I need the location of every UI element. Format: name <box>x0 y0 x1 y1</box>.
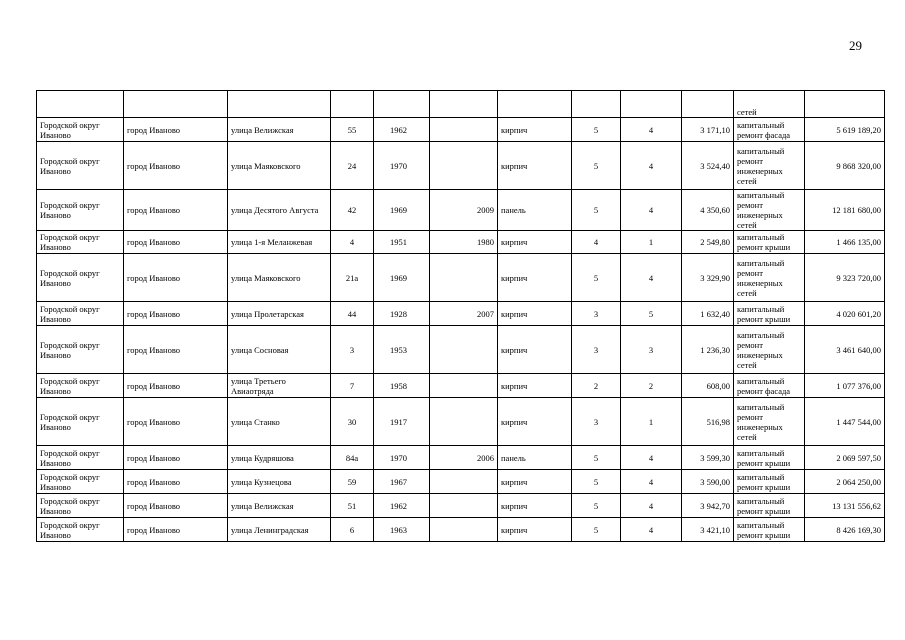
cell-work: капитальный ремонт крыши <box>734 518 805 542</box>
cell-cost: 8 426 169,30 <box>805 518 885 542</box>
cell-built: 1928 <box>374 302 430 326</box>
cell-district: Городской округ Иваново <box>37 398 124 446</box>
cell-floors: 2 <box>572 374 621 398</box>
cell-work: капитальный ремонт инженерных сетей <box>734 326 805 374</box>
cell-reconstructed <box>430 470 498 494</box>
cell-cost: 1 077 376,00 <box>805 374 885 398</box>
cell-street: улица 1-я Меланжевая <box>228 231 331 254</box>
table-row <box>37 302 885 326</box>
cell-house <box>331 91 374 118</box>
cell-reconstructed <box>430 142 498 190</box>
cell-entrances: 5 <box>621 302 682 326</box>
cell-street: улица Сосновая <box>228 326 331 374</box>
table-row <box>37 254 885 302</box>
cell-work: капитальный ремонт инженерных сетей <box>734 190 805 231</box>
cell-district: Городской округ Иваново <box>37 231 124 254</box>
cell-cost: 1 447 544,00 <box>805 398 885 446</box>
table-row <box>37 398 885 446</box>
cell-material: кирпич <box>498 254 572 302</box>
cell-entrances: 2 <box>621 374 682 398</box>
cell-floors: 5 <box>572 190 621 231</box>
cell-city: город Иваново <box>124 494 228 518</box>
table-body <box>37 91 885 542</box>
cell-district: Городской округ Иваново <box>37 470 124 494</box>
cell-city: город Иваново <box>124 326 228 374</box>
page-number: 29 <box>849 38 862 53</box>
cell-street: улица Десятого Августа <box>228 190 331 231</box>
cell-material: кирпич <box>498 326 572 374</box>
table-row <box>37 518 885 542</box>
cell-material: кирпич <box>498 231 572 254</box>
cell-city: город Иваново <box>124 190 228 231</box>
cell-area: 1 632,40 <box>682 302 734 326</box>
cell-city: город Иваново <box>124 142 228 190</box>
cell-material: кирпич <box>498 118 572 142</box>
cell-entrances: 4 <box>621 118 682 142</box>
cell-cost: 12 181 680,00 <box>805 190 885 231</box>
cell-reconstructed <box>430 118 498 142</box>
cell-floors: 5 <box>572 470 621 494</box>
cell-area: 2 549,80 <box>682 231 734 254</box>
cell-entrances: 4 <box>621 494 682 518</box>
cell-built: 1962 <box>374 118 430 142</box>
cell-material: панель <box>498 446 572 470</box>
cell-area: 3 421,10 <box>682 518 734 542</box>
cell-work: капитальный ремонт фасада <box>734 374 805 398</box>
cell-cost: 1 466 135,00 <box>805 231 885 254</box>
cell-material: кирпич <box>498 494 572 518</box>
cell-cost: 9 323 720,00 <box>805 254 885 302</box>
cell-entrances <box>621 91 682 118</box>
cell-cost: 2 064 250,00 <box>805 470 885 494</box>
cell-built: 1951 <box>374 231 430 254</box>
cell-work: капитальный ремонт инженерных сетей <box>734 142 805 190</box>
table-row <box>37 190 885 231</box>
cell-built <box>374 91 430 118</box>
cell-work: капитальный ремонт фасада <box>734 118 805 142</box>
cell-reconstructed: 2007 <box>430 302 498 326</box>
cell-material: кирпич <box>498 302 572 326</box>
cell-house: 21а <box>331 254 374 302</box>
cell-street: улица Велижская <box>228 494 331 518</box>
cell-built: 1962 <box>374 494 430 518</box>
cell-cost: 13 131 556,62 <box>805 494 885 518</box>
cell-district: Городской округ Иваново <box>37 142 124 190</box>
cell-reconstructed <box>430 374 498 398</box>
cell-material: кирпич <box>498 142 572 190</box>
cell-district: Городской округ Иваново <box>37 326 124 374</box>
cell-house: 51 <box>331 494 374 518</box>
cell-city: город Иваново <box>124 302 228 326</box>
table-row <box>37 374 885 398</box>
cell-built: 1958 <box>374 374 430 398</box>
cell-house: 59 <box>331 470 374 494</box>
cell-house: 84а <box>331 446 374 470</box>
cell-entrances: 4 <box>621 254 682 302</box>
cell-city: город Иваново <box>124 374 228 398</box>
cell-floors: 5 <box>572 254 621 302</box>
cell-district: Городской округ Иваново <box>37 302 124 326</box>
cell-house: 42 <box>331 190 374 231</box>
cell-district: Городской округ Иваново <box>37 518 124 542</box>
cell-floors: 5 <box>572 518 621 542</box>
cell-area: 608,00 <box>682 374 734 398</box>
cell-reconstructed <box>430 91 498 118</box>
cell-cost: 4 020 601,20 <box>805 302 885 326</box>
cell-work: капитальный ремонт инженерных сетей <box>734 398 805 446</box>
cell-reconstructed <box>430 398 498 446</box>
cell-entrances: 4 <box>621 190 682 231</box>
cell-material: кирпич <box>498 518 572 542</box>
cell-entrances: 4 <box>621 470 682 494</box>
cell-floors: 4 <box>572 231 621 254</box>
cell-city: город Иваново <box>124 446 228 470</box>
cell-entrances: 3 <box>621 326 682 374</box>
cell-area: 3 524,40 <box>682 142 734 190</box>
cell-entrances: 4 <box>621 142 682 190</box>
cell-work: капитальный ремонт крыши <box>734 494 805 518</box>
cell-area: 3 329,90 <box>682 254 734 302</box>
cell-cost <box>805 91 885 118</box>
cell-reconstructed: 2009 <box>430 190 498 231</box>
cell-work: капитальный ремонт крыши <box>734 446 805 470</box>
cell-material: кирпич <box>498 374 572 398</box>
cell-city <box>124 91 228 118</box>
table-row <box>37 231 885 254</box>
cell-material: кирпич <box>498 470 572 494</box>
cell-house: 55 <box>331 118 374 142</box>
cell-area: 3 599,30 <box>682 446 734 470</box>
cell-street: улица Ленинградская <box>228 518 331 542</box>
cell-floors: 5 <box>572 494 621 518</box>
cell-material: панель <box>498 190 572 231</box>
cell-floors: 5 <box>572 142 621 190</box>
cell-built: 1969 <box>374 254 430 302</box>
cell-area: 516,98 <box>682 398 734 446</box>
cell-city: город Иваново <box>124 118 228 142</box>
cell-area: 3 942,70 <box>682 494 734 518</box>
cell-built: 1970 <box>374 446 430 470</box>
cell-reconstructed <box>430 254 498 302</box>
cell-entrances: 4 <box>621 518 682 542</box>
table-row <box>37 118 885 142</box>
cell-entrances: 4 <box>621 446 682 470</box>
cell-floors: 5 <box>572 118 621 142</box>
table-row <box>37 470 885 494</box>
cell-reconstructed <box>430 518 498 542</box>
cell-house: 24 <box>331 142 374 190</box>
cell-district: Городской округ Иваново <box>37 118 124 142</box>
cell-built: 1953 <box>374 326 430 374</box>
cell-floors: 3 <box>572 302 621 326</box>
cell-reconstructed <box>430 494 498 518</box>
cell-cost: 2 069 597,50 <box>805 446 885 470</box>
cell-street: улица Станко <box>228 398 331 446</box>
cell-cost: 9 868 320,00 <box>805 142 885 190</box>
table-row <box>37 326 885 374</box>
cell-street: улица Кудряшова <box>228 446 331 470</box>
cell-reconstructed: 1980 <box>430 231 498 254</box>
cell-house: 3 <box>331 326 374 374</box>
cell-cost: 3 461 640,00 <box>805 326 885 374</box>
cell-built: 1963 <box>374 518 430 542</box>
cell-street: улица Маяковского <box>228 254 331 302</box>
cell-city: город Иваново <box>124 470 228 494</box>
cell-district <box>37 91 124 118</box>
cell-work: капитальный ремонт крыши <box>734 470 805 494</box>
cell-built: 1970 <box>374 142 430 190</box>
continuation-row <box>37 91 885 118</box>
cell-material: кирпич <box>498 398 572 446</box>
cell-street: улица Пролетарская <box>228 302 331 326</box>
cell-work: капитальный ремонт инженерных сетей <box>734 254 805 302</box>
table-row <box>37 142 885 190</box>
cell-reconstructed: 2006 <box>430 446 498 470</box>
cell-house: 44 <box>331 302 374 326</box>
cell-entrances: 1 <box>621 398 682 446</box>
cell-work: капитальный ремонт крыши <box>734 231 805 254</box>
cell-district: Городской округ Иваново <box>37 494 124 518</box>
cell-entrances: 1 <box>621 231 682 254</box>
cell-floors: 5 <box>572 446 621 470</box>
cell-district: Городской округ Иваново <box>37 374 124 398</box>
cell-district: Городской округ Иваново <box>37 254 124 302</box>
cell-street: улица Маяковского <box>228 142 331 190</box>
cell-street: улица Кузнецова <box>228 470 331 494</box>
cell-street <box>228 91 331 118</box>
cell-work: сетей <box>734 91 805 118</box>
cell-reconstructed <box>430 326 498 374</box>
table-row <box>37 446 885 470</box>
cell-built: 1917 <box>374 398 430 446</box>
cell-house: 7 <box>331 374 374 398</box>
cell-floors: 3 <box>572 398 621 446</box>
cell-area: 3 590,00 <box>682 470 734 494</box>
cell-area: 4 350,60 <box>682 190 734 231</box>
cell-city: город Иваново <box>124 254 228 302</box>
cell-cost: 5 619 189,20 <box>805 118 885 142</box>
cell-street: улица Велижская <box>228 118 331 142</box>
cell-district: Городской округ Иваново <box>37 446 124 470</box>
cell-area: 3 171,10 <box>682 118 734 142</box>
cell-floors <box>572 91 621 118</box>
cell-house: 6 <box>331 518 374 542</box>
cell-house: 30 <box>331 398 374 446</box>
table-row <box>37 494 885 518</box>
cell-built: 1969 <box>374 190 430 231</box>
cell-city: город Иваново <box>124 398 228 446</box>
cell-built: 1967 <box>374 470 430 494</box>
cell-house: 4 <box>331 231 374 254</box>
cell-material <box>498 91 572 118</box>
cell-floors: 3 <box>572 326 621 374</box>
cell-area <box>682 91 734 118</box>
houses-table <box>36 90 885 542</box>
cell-city: город Иваново <box>124 518 228 542</box>
cell-city: город Иваново <box>124 231 228 254</box>
cell-work: капитальный ремонт крыши <box>734 302 805 326</box>
cell-street: улица Третьего Авиаотряда <box>228 374 331 398</box>
cell-district: Городской округ Иваново <box>37 190 124 231</box>
cell-area: 1 236,30 <box>682 326 734 374</box>
